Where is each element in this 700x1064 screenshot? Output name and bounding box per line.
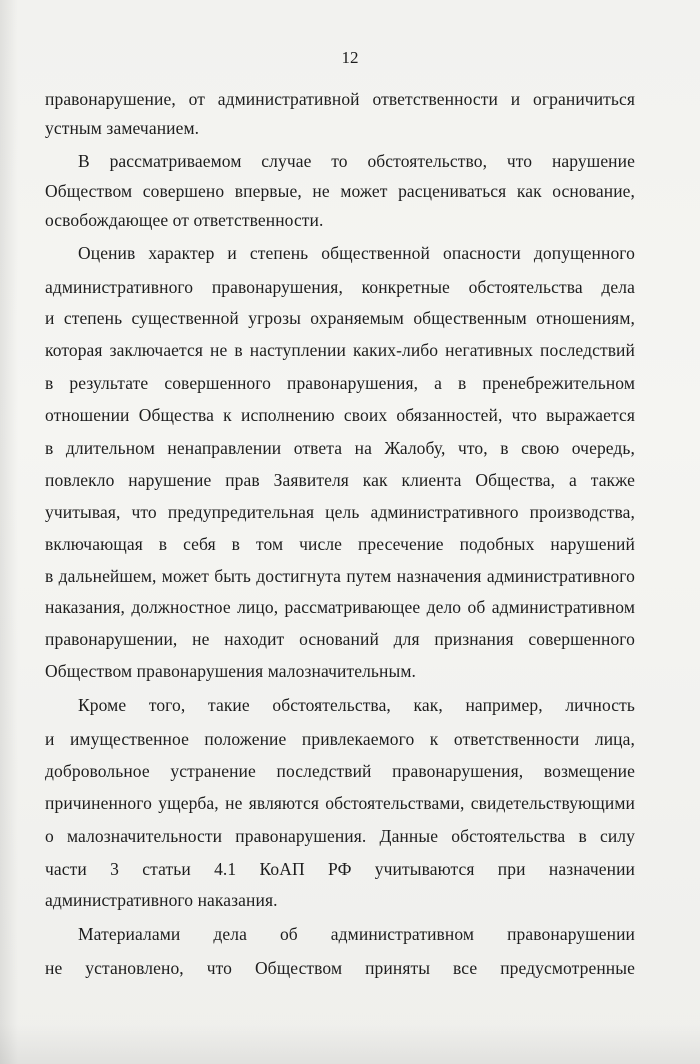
text-line: и имущественное положение привлекаемого к ответственности лица, [45,729,635,749]
text-line: в дальнейшем, может быть достигнута путем назначения административного [45,566,635,586]
text-line: включающая в себя в том числе пресечение подобных нарушений [45,534,635,554]
text-line: правонарушение, от административной ответственности и ограничиться [45,89,635,109]
text-line: освобождающее от ответственности. [45,210,324,230]
text-line: Материалами дела об административном правонарушении [78,924,635,944]
text-line: в длительном ненаправлении ответа на Жалобу, что, в свою очередь, [45,438,635,458]
text-line: и степень существенной угрозы охраняемым общественным отношениям, [45,308,635,328]
text-line: административного наказания. [45,890,278,910]
page-bottom-shadow [0,1024,700,1064]
text-line: части 3 статьи 4.1 КоАП РФ учитываются при назначении [45,859,635,879]
text-line: Кроме того, такие обстоятельства, как, например, личность [78,695,635,715]
text-line: устным замечанием. [45,118,200,138]
text-line: Оценив характер и степень общественной опасности допущенного [78,243,635,263]
text-line: повлекло нарушение прав Заявителя как клиента Общества, а также [45,470,635,490]
text-line: отношении Общества к исполнению своих обязанностей, что выражается [45,405,635,425]
text-line: В рассматриваемом случае то обстоятельство, что нарушение [78,151,635,171]
text-line: наказания, должностное лицо, рассматривающее дело об административном [45,597,635,617]
page-edge-shadow [0,0,18,1064]
text-line: о малозначительности правонарушения. Данные обстоятельства в силу [45,826,635,846]
text-line: которая заключается не в наступлении каких-либо негативных последствий [45,340,635,360]
text-line: причиненного ущерба, не являются обстоятельствами, свидетельствующими [45,793,635,813]
text-line: не установлено, что Обществом приняты все предусмотренные [45,958,635,978]
text-line: Обществом совершено впервые, не может расцениваться как основание, [45,181,635,201]
text-line: учитывая, что предупредительная цель административного производства, [45,502,635,522]
page-number: 12 [341,48,359,67]
text-line: административного правонарушения, конкретные обстоятельства дела [45,277,635,297]
text-line: правонарушении, не находит оснований для признания совершенного [45,629,635,649]
text-line: Обществом правонарушения малозначительным. [45,661,416,681]
text-line: добровольное устранение последствий правонарушения, возмещение [45,761,635,781]
text-line: в результате совершенного правонарушения, а в пренебрежительном [45,373,635,393]
